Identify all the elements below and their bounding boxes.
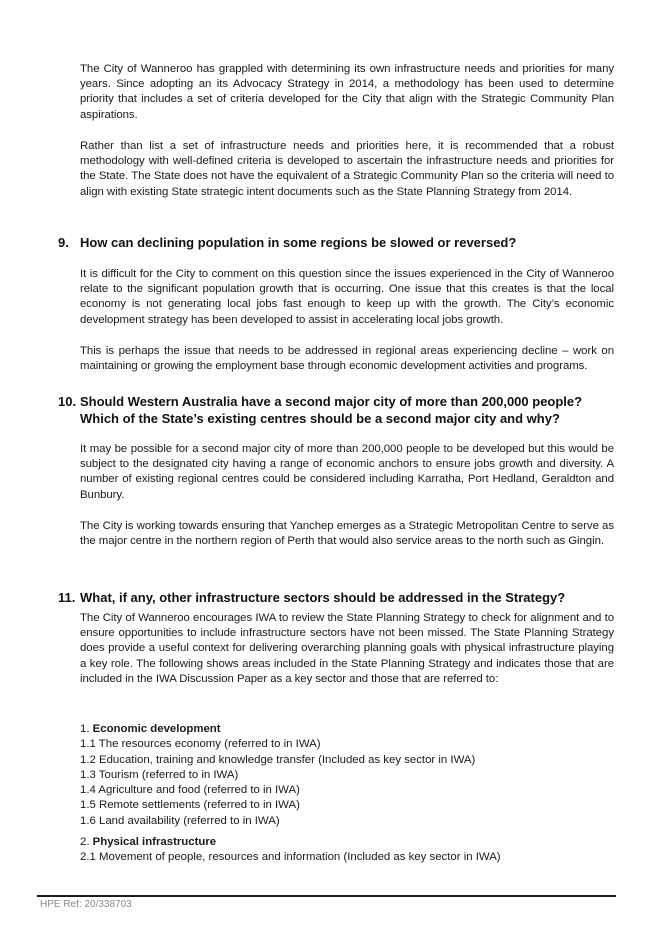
intro-paragraph-1: The City of Wanneroo has grappled with determining its own infrastructure needs and priorities for many years. Since adopting an its Advocacy Strategy in 2014, a methodology has been used to determine priority that includes a set of criteria developed for the City that align with the Strategic Community Plan aspirations. xyxy=(80,63,614,121)
sector-list-item: 1.2 Education, training and knowledge transfer (Included as key sector in IWA) xyxy=(80,753,476,766)
section-11-heading xyxy=(58,590,618,607)
sector-list-item: 2.1 Movement of people, resources and information (Included as key sector in IWA) xyxy=(80,851,501,864)
sector-list-item: 1.1 The resources economy (referred to in IWA) xyxy=(80,738,321,751)
section-10-paragraph-1: It may be possible for a second major city of more than 200,000 people to be developed but this would be subject to the designated city having a range of economic anchors to ensure jobs growth and diversity. A number of existing regional centres could be considered including Karratha, Port Hedland, Geraldton and Bunbury. xyxy=(80,443,614,501)
sector-group-label: Economic development xyxy=(92,723,221,735)
sector-list-physical-infrastructure xyxy=(80,835,620,866)
sector-group-number: 2. xyxy=(80,836,90,848)
section-9-question: How can declining population in some regions be slowed or reversed? xyxy=(80,235,517,250)
sector-group-title xyxy=(80,835,620,850)
section-10-heading xyxy=(58,394,618,427)
sector-group-number: 1. xyxy=(80,723,90,735)
section-10-question: Should Western Australia have a second major city of more than 200,000 people? Which of the State’s existing centres should be a second major city and why? xyxy=(80,394,583,426)
sector-list-item: 1.6 Land availability (referred to in IWA) xyxy=(80,814,280,827)
sector-list-item: 1.5 Remote settlements (referred to in IWA) xyxy=(80,799,300,812)
section-11-number: 11. xyxy=(58,590,76,605)
section-11-question: What, if any, other infrastructure sectors should be addressed in the Strategy? xyxy=(80,590,566,605)
intro-paragraph-2: Rather than list a set of infrastructure needs and priorities here, it is recommended that a robust methodology with well-defined criteria is developed to ascertain the infrastructure needs and priorities for the State. The State does not have the equivalent of a Strategic Community Plan so the criteria will need to align with existing State strategic intent documents such as the State Planning Strategy from 2014. xyxy=(80,140,614,198)
sector-group-label: Physical infrastructure xyxy=(92,836,217,848)
footer-reference: HPE Ref: 20/338703 xyxy=(40,899,132,910)
sector-group-title xyxy=(80,722,620,737)
section-11-paragraph-1: The City of Wanneroo encourages IWA to review the State Planning Strategy to check for alignment and to ensure opportunities to include infrastructure sectors have not been missed. The State Planning Strategy does provide a useful context for delivering overarching planning goals with physical infrastructure playing a key role. The following shows areas included in the State Planning Strategy and indicates those that are included in the IWA Discussion Paper as a key sector and those that are referred to: xyxy=(80,612,614,685)
sector-list-item: 1.4 Agriculture and food (referred to in IWA) xyxy=(80,784,300,797)
section-9-heading xyxy=(58,235,618,252)
section-9-paragraph-1: It is difficult for the City to comment on this question since the issues experienced in the City of Wanneroo relate to the significant population growth that is occurring. One issue that this creates is that the local economy is not generating local jobs fast enough to keep up with the growth. The City’s economic development strategy has been developed to assist in accelerating local jobs growth. xyxy=(80,268,614,326)
section-10-paragraph-2: The City is working towards ensuring that Yanchep emerges as a Strategic Metropolitan Centre to serve as the major centre in the northern region of Perth that would also service areas to the north such as Gingin. xyxy=(80,520,614,548)
footer-divider xyxy=(37,895,616,897)
section-9-paragraph-2: This is perhaps the issue that needs to be addressed in regional areas experiencing decline – work on maintaining or growing the employment base through economic development activities and programs. xyxy=(80,345,614,373)
sector-list-item: 1.3 Tourism (referred to in IWA) xyxy=(80,768,239,781)
section-9-number: 9. xyxy=(58,235,69,250)
section-10-number: 10. xyxy=(58,394,77,409)
sector-list-economic-development xyxy=(80,722,620,829)
